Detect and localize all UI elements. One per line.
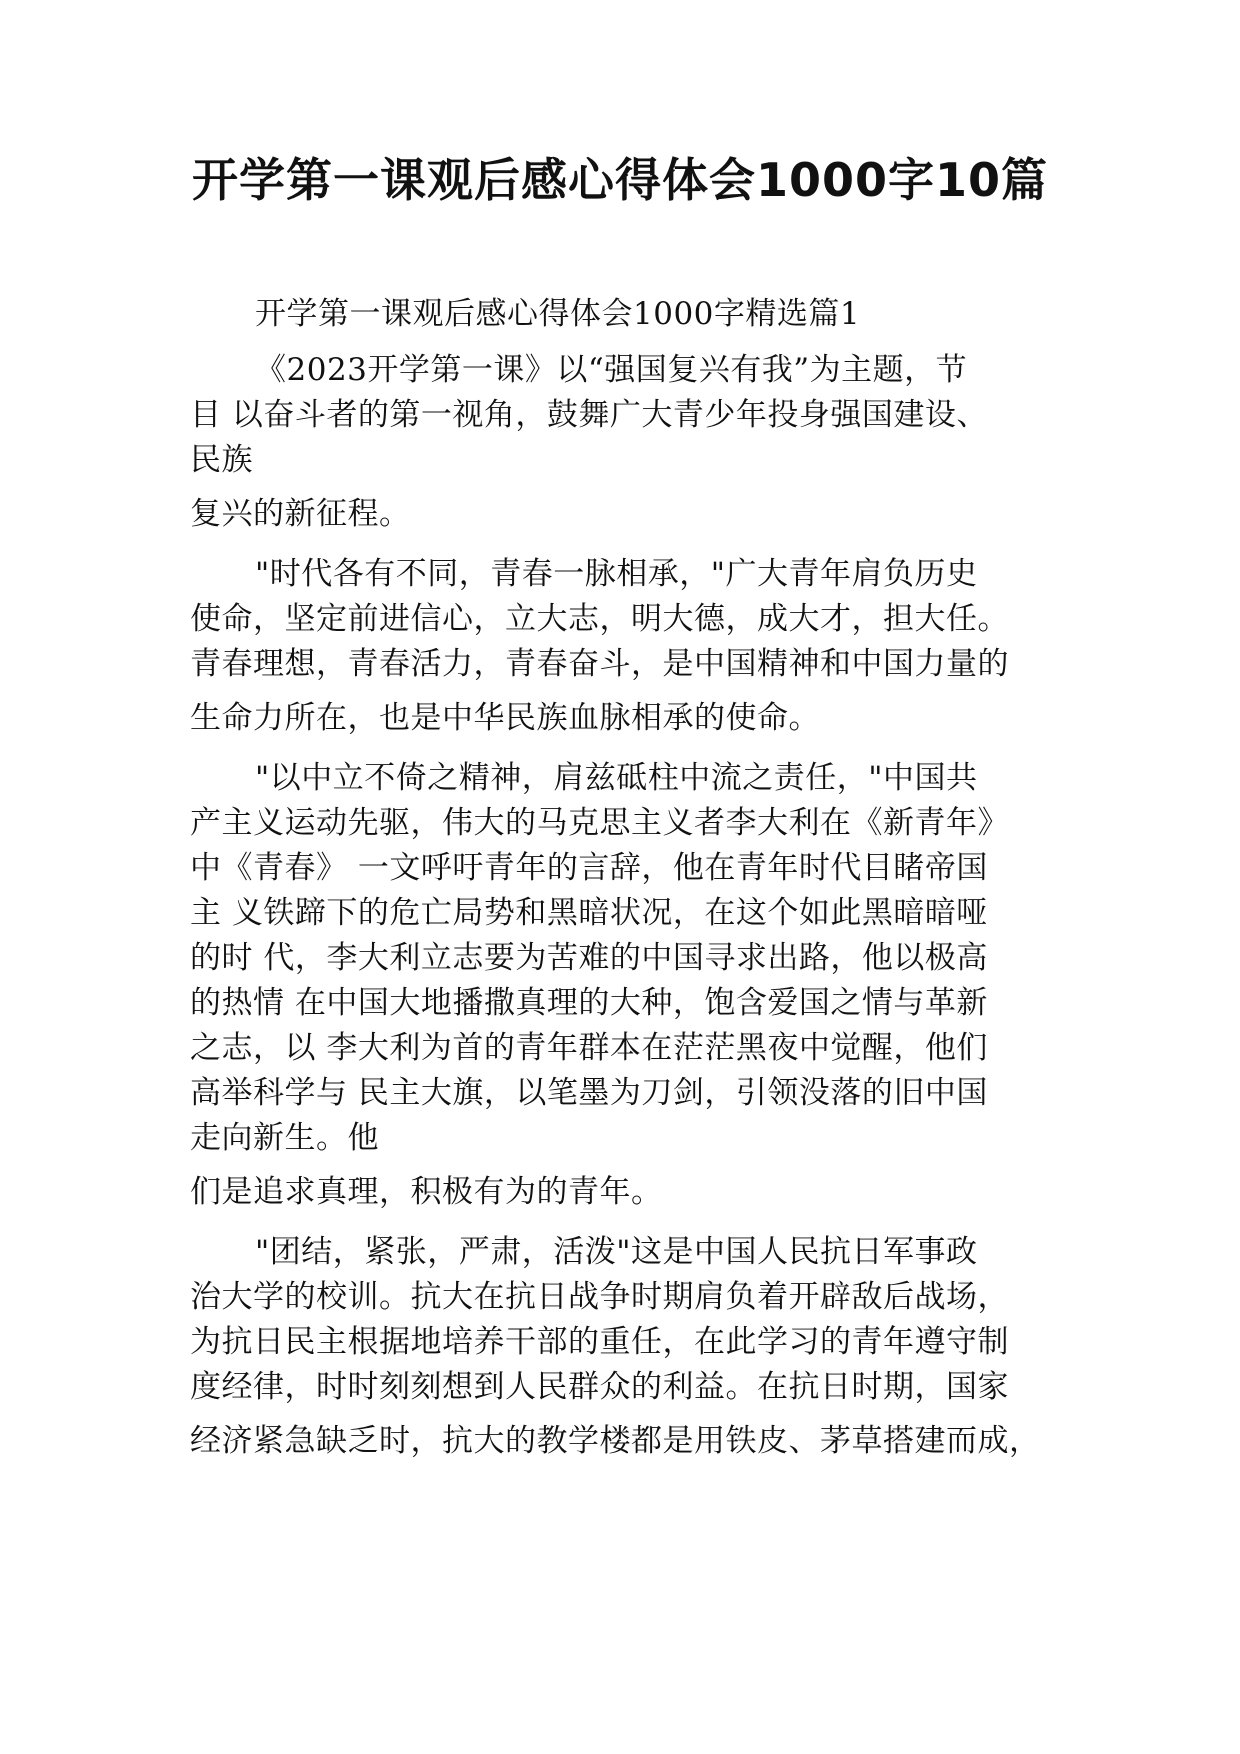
paragraph-line: 青春理想，青春活力，青春奋斗，是中国精神和中国力量的 [190, 646, 1009, 682]
paragraph-line: "以中立不倚之精神，肩兹砥柱中流之责任，"中国共 [255, 760, 978, 796]
paragraph-line: 为抗日民主根据地培养干部的重任，在此学习的青年遵守制 [190, 1324, 1009, 1360]
paragraph-line: 经济紧急缺乏时，抗大的教学楼都是用铁皮、茅草搭建而成， [190, 1423, 1041, 1459]
paragraph-line: 治大学的校训。抗大在抗日战争时期肩负着开辟敌后战场， [190, 1279, 1009, 1315]
paragraph-line: 们是追求真理，积极有为的青年。 [190, 1174, 663, 1210]
paragraph-line: 走向新生。他 [190, 1120, 379, 1156]
paragraph-line: 目 以奋斗者的第一视角，鼓舞广大青少年投身强国建设、 [190, 397, 988, 433]
paragraph-line: 产主义运动先驱，伟大的马克思主义者李大利在《新青年》 [190, 805, 1009, 841]
paragraph-line: 中《青春》 一文呼吁青年的言辞，他在青年时代目睹帝国 [190, 850, 988, 886]
paragraph-line: 《2023开学第一课》以“强国复兴有我”为主题，节 [255, 352, 968, 388]
paragraph-line: 之志，以 李大利为首的青年群本在茫茫黑夜中觉醒，他们 [190, 1030, 988, 1066]
document-title: 开学第一课观后感心得体会1000字10篇 [191, 153, 1049, 207]
paragraph-line: "团结，紧张，严肃，活泼"这是中国人民抗日军事政 [255, 1234, 978, 1270]
paragraph-line: 生命力所在，也是中华民族血脉相承的使命。 [190, 700, 820, 736]
section-heading: 开学第一课观后感心得体会1000字精选篇1 [255, 296, 861, 332]
paragraph-line: 使命，坚定前进信心，立大志，明大德，成大才，担大任。 [190, 601, 1009, 637]
paragraph-line: 的时 代，李大利立志要为苦难的中国寻求出路，他以极高 [190, 940, 988, 976]
paragraph-line: 复兴的新征程。 [190, 496, 411, 532]
paragraph-line: 的热情 在中国大地播撒真理的大种，饱含爱国之情与革新 [190, 985, 988, 1021]
paragraph-line: 主 义铁蹄下的危亡局势和黑暗状况，在这个如此黑暗暗哑 [190, 895, 988, 931]
paragraph-line: 高举科学与 民主大旗，以笔墨为刀剑，引领没落的旧中国 [190, 1075, 988, 1111]
paragraph-line: "时代各有不同，青春一脉相承，"广大青年肩负历史 [255, 556, 978, 592]
paragraph-line: 度经律，时时刻刻想到人民群众的利益。在抗日时期，国家 [190, 1369, 1009, 1405]
paragraph-line: 民族 [190, 442, 253, 478]
